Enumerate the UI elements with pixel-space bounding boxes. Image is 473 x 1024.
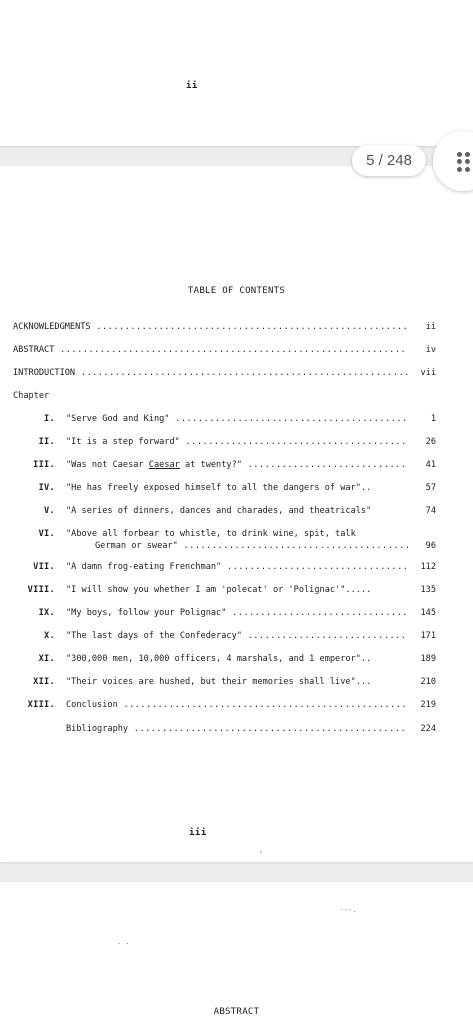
toc-row-chapter-3[interactable] xyxy=(0,458,473,472)
chapter-page: 1 xyxy=(430,414,436,424)
chapter-number: X. xyxy=(44,631,55,641)
toc-row-bibliography[interactable] xyxy=(0,722,473,736)
toc-row-chapter-7[interactable] xyxy=(0,560,473,574)
chapter-number: XIII. xyxy=(27,700,55,710)
next-page xyxy=(0,882,473,1024)
chapter-title-continued: German or swear" ..... xyxy=(95,539,408,553)
toc-entry-label: ACKNOWLEDGMENTS ..... xyxy=(13,320,408,334)
chapter-page: 57 xyxy=(425,483,436,493)
toc-row-chapter-12[interactable] xyxy=(0,675,473,689)
chapter-page: 96 xyxy=(425,541,436,551)
chapter-number: III. xyxy=(33,460,55,470)
page-counter: 5 / 248 xyxy=(352,145,426,176)
chapter-title-part: "Was not Caesar xyxy=(66,460,149,470)
scan-speck: , xyxy=(259,846,264,854)
toc-row-chapter-9[interactable] xyxy=(0,606,473,620)
chapter-title: "He has freely exposed himself to all the dangers of war".. xyxy=(66,483,372,493)
chapter-page: 26 xyxy=(425,437,436,447)
toc-row-abstract[interactable] xyxy=(0,343,473,357)
bibliography-page: 224 xyxy=(420,724,436,734)
chapter-title: "300,000 men, 10,000 officers, 4 marshals, and 1 emperor".. xyxy=(66,654,372,664)
page-number: ii xyxy=(186,81,198,91)
toc-row-acknowledgments[interactable] xyxy=(0,320,473,334)
chapter-page: 135 xyxy=(420,585,436,595)
chapter-title-part: at twenty?" xyxy=(179,460,242,470)
toc-row-chapter-5[interactable] xyxy=(0,504,473,518)
toc-row-chapter-13[interactable] xyxy=(0,698,473,712)
chapter-page: 145 xyxy=(420,608,436,618)
chapter-number: IV. xyxy=(38,483,55,493)
chapter-label: Chapter xyxy=(13,391,50,401)
chapter-number: XII. xyxy=(33,677,55,687)
chapter-title-underlined: Caesar xyxy=(148,460,180,470)
chapter-title: "Above all forbear to whistle, to drink wine, spit, talk xyxy=(66,529,356,539)
chapter-page: 74 xyxy=(425,506,436,516)
chapter-title: "A damn frog-eating Frenchman" ..... xyxy=(66,560,408,574)
chapter-title: "A series of dinners, dances and charades, and theatricals" xyxy=(66,506,372,516)
chapter-number: II. xyxy=(38,437,55,447)
toc-row-chapter-8[interactable] xyxy=(0,583,473,597)
previous-page xyxy=(0,0,473,146)
toc-entry-page: ii xyxy=(425,322,436,332)
scan-speck: . . xyxy=(117,938,130,946)
toc-entry-page: vii xyxy=(420,368,436,378)
chapter-page: 112 xyxy=(420,562,436,572)
chapter-number: I. xyxy=(44,414,55,424)
toc-page xyxy=(0,166,473,862)
chapter-page: 210 xyxy=(420,677,436,687)
chapter-title: "My boys, follow your Polignac" ..... xyxy=(66,606,408,620)
chapter-page: 171 xyxy=(420,631,436,641)
chapter-title: "I will show you whether I am 'polecat' or 'Polignac'"..... xyxy=(66,585,372,595)
abstract-heading: ABSTRACT xyxy=(213,1007,260,1017)
chapter-title: "Serve God and King" ..... xyxy=(66,412,408,426)
toc-row-chapter-1[interactable] xyxy=(0,412,473,426)
scan-speck: ---. xyxy=(340,906,357,914)
chapter-number: VI. xyxy=(38,529,55,539)
chapter-title: "It is a step forward" ..... xyxy=(66,435,408,449)
toc-title: TABLE OF CONTENTS xyxy=(187,286,286,296)
more-dots-icon xyxy=(457,152,471,172)
toc-row-chapter-11[interactable] xyxy=(0,652,473,666)
chapter-page: 189 xyxy=(420,654,436,664)
chapter-page: 219 xyxy=(420,700,436,710)
chapter-number: VII. xyxy=(33,562,55,572)
toc-row-chapter-10[interactable] xyxy=(0,629,473,643)
toc-row-chapter-2[interactable] xyxy=(0,435,473,449)
chapter-title xyxy=(66,458,408,472)
page-number: iii xyxy=(189,828,207,838)
chapter-title: "Their voices are hushed, but their memories shall live"... xyxy=(66,677,372,687)
toc-row-introduction[interactable] xyxy=(0,366,473,380)
chapter-number: V. xyxy=(44,506,55,516)
toc-entry-label: INTRODUCTION ..... xyxy=(13,366,408,380)
chapter-title: Conclusion ..... xyxy=(66,698,408,712)
chapter-page: 41 xyxy=(425,460,436,470)
toc-row-chapter-6-cont[interactable] xyxy=(0,539,473,553)
toc-entry-label: ABSTRACT ..... xyxy=(13,343,408,357)
chapter-heading xyxy=(0,389,473,403)
toc-row-chapter-4[interactable] xyxy=(0,481,473,495)
toc-entry-page: iv xyxy=(425,345,436,355)
chapter-number: VIII. xyxy=(27,585,55,595)
bibliography-label: Bibliography ..... xyxy=(66,722,408,736)
chapter-title: "The last days of the Confederacy" ..... xyxy=(66,629,408,643)
chapter-number: XI. xyxy=(38,654,55,664)
chapter-number: IX. xyxy=(38,608,55,618)
